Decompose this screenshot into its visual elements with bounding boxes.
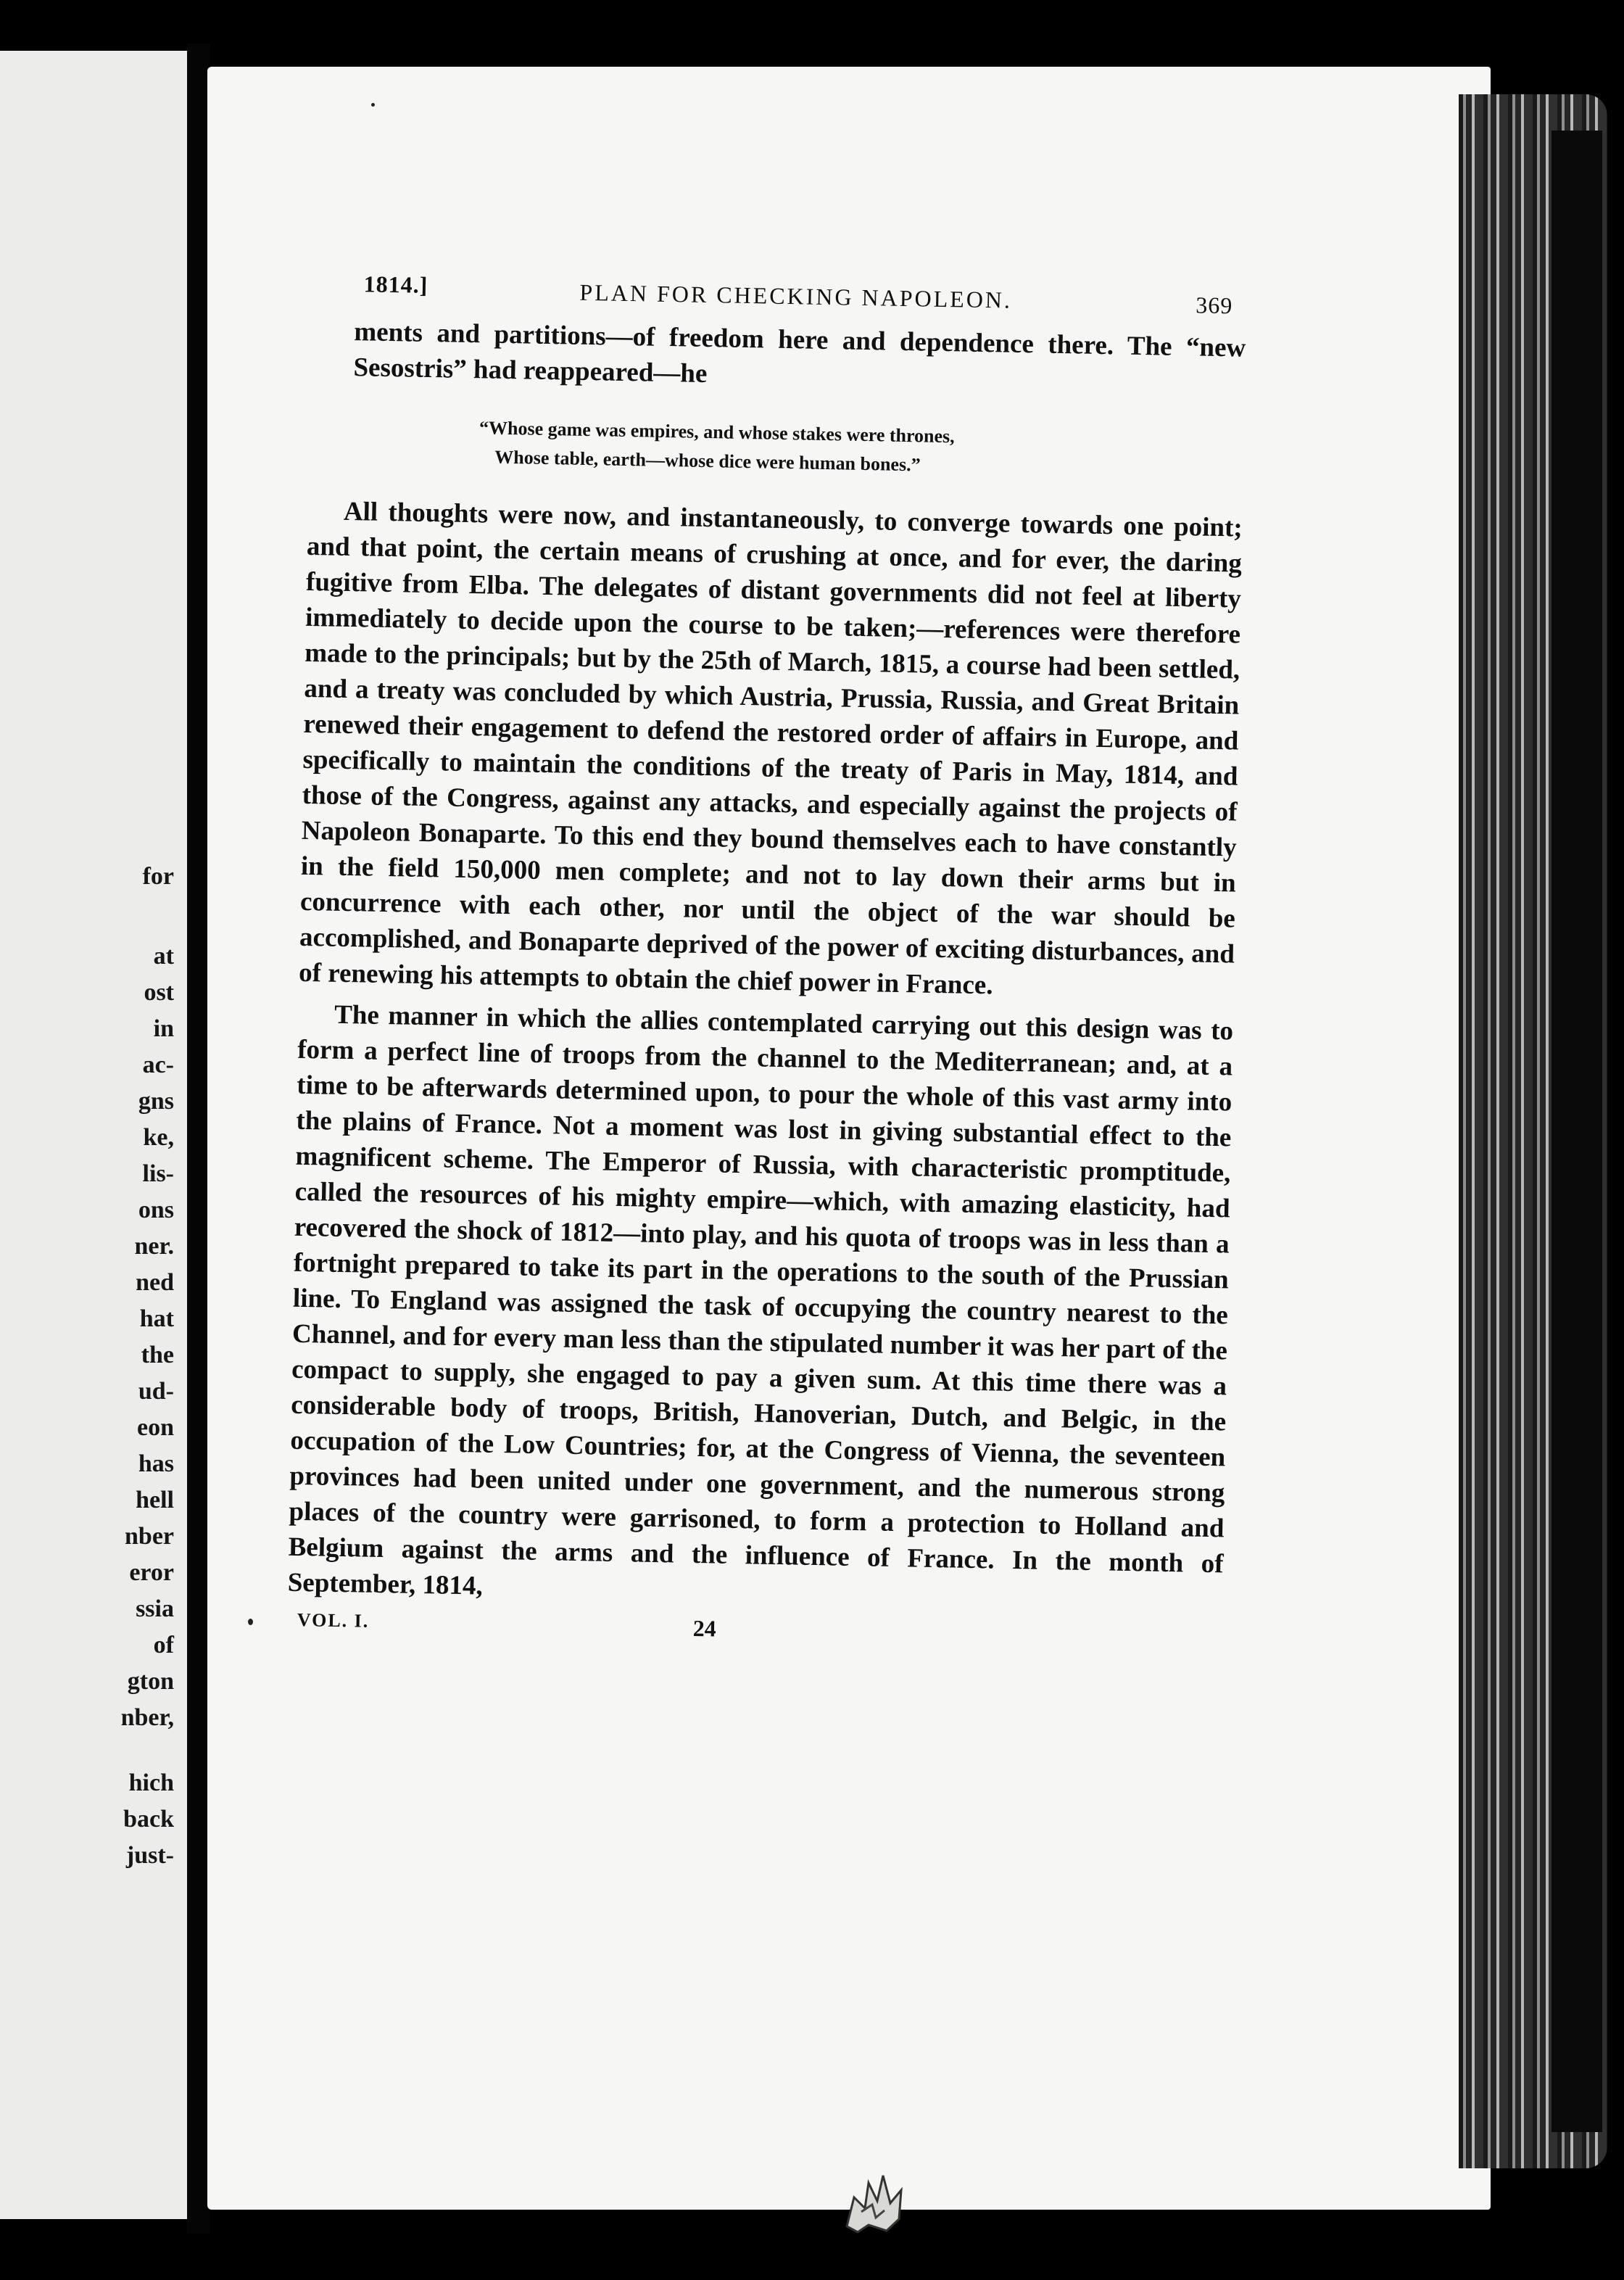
left-fragment: hich: [128, 1769, 174, 1796]
left-fragment: hat: [139, 1305, 174, 1332]
left-fragment: ost: [144, 979, 174, 1006]
page-text-block: [286, 270, 1246, 1658]
left-fragment: gns: [138, 1088, 174, 1115]
left-fragment: just-: [125, 1842, 174, 1869]
left-fragment: ner.: [134, 1233, 174, 1260]
verse-quote: [478, 413, 1244, 485]
body-paragraph: The manner in which the allies contemplated carrying out this design was to form a perfect line of troops from the channel to the Mediterranean; and, at a time to be afterwards determined upon, to pour the whole of this vast army into the plains of France. Not a moment was lost in giving substantial effect to the magnificent scheme. The Emperor of Russia, with characteristic promptitude, called the resources of his mighty empire—which, with amazing elasticity, had recovered the shock of 1812—into play, and his quota of troops was in less than a fortnight prepared to take its part in the operations to the south of the Prussian line. To England was assigned the task of occupying the country nearest to the Channel, and for every man less than the stipulated number it was her part of the compact to supply, she engaged to pay a given sum. At this time there was a considerable body of troops, British, Hanoverian, Dutch, and Belgic, in the occupation of the Low Countries; for, at the Congress of Vienna, the seventeen provinces had been united under one government, and the numerous strong places of the country were garrisoned, to form a protection to Holland and Belgium against the arms and the influence of France. In the month of September, 1814,: [287, 999, 1234, 1601]
left-fragment: the: [141, 1342, 174, 1368]
ink-speck: [371, 103, 375, 107]
left-fragment: in: [153, 1015, 174, 1042]
page-number: 369: [1195, 292, 1233, 319]
left-fragment: ons: [138, 1197, 174, 1223]
ink-speck: [248, 1619, 253, 1625]
left-fragment: ke,: [143, 1124, 174, 1151]
running-head-title: PLAN FOR CHECKING NAPOLEON.: [579, 278, 1013, 313]
verse-line: Whose table, earth—whose dice were human bones.”: [494, 446, 921, 476]
left-fragment: for: [142, 863, 174, 890]
left-fragment: gton: [127, 1668, 174, 1695]
page-edges-shadow: [1552, 131, 1602, 2132]
left-fragment: eon: [137, 1414, 174, 1441]
left-fragment: ud-: [138, 1378, 174, 1405]
sheet-number: 24: [692, 1614, 717, 1642]
volume-signature: VOL. I.: [297, 1608, 370, 1632]
left-fragment: back: [123, 1806, 174, 1833]
left-facing-page: [0, 51, 188, 2219]
left-fragment: lis-: [142, 1160, 174, 1187]
left-fragment: nber,: [120, 1704, 174, 1731]
verse-line: “Whose game was empires, and whose stakes were thrones,: [478, 417, 955, 447]
left-fragment: nber: [125, 1523, 174, 1550]
left-fragment: ac-: [142, 1052, 174, 1078]
torn-paper-mark: [832, 2168, 919, 2234]
left-fragment: ned: [136, 1269, 174, 1296]
lead-paragraph: ments and partitions—of freedom here and dependence there. The “new Sesostris” had reappeared—he: [353, 317, 1246, 389]
left-fragment: hell: [136, 1487, 174, 1513]
left-fragment: ssia: [136, 1595, 174, 1622]
left-fragment: has: [138, 1450, 174, 1477]
body-paragraph: All thoughts were now, and instantaneously, to converge towards one point; and that point, the certain means of crushing at once, and for ever, the daring fugitive from Elba. The delegates of distant governments did not feel at liberty immediately to decide upon the course to be taken;—references were therefore made to the principals; but by the 25th of March, 1815, a course had been settled, and a treaty was concluded by which Austria, Prussia, Russia, and Great Britain renewed their engagement to defend the restored order of affairs in Europe, and specifically to maintain the conditions of the treaty of Paris in May, 1814, and those of the Congress, against any attacks, and especially against the projects of Napoleon Bonaparte. To this end they bound themselves each to have constantly in the field 150,000 men complete; and not to lay down their arms but in concurrence with each other, nor until the object of the war should be accomplished, and Bonaparte deprived of the power of exciting disturbances, and of renewing his attempts to obtain the chief power in France.: [298, 496, 1243, 1001]
left-fragment: eror: [129, 1559, 174, 1586]
left-fragment: of: [153, 1632, 174, 1659]
running-head-year: 1814.]: [363, 270, 428, 298]
left-fragment: at: [153, 943, 174, 970]
